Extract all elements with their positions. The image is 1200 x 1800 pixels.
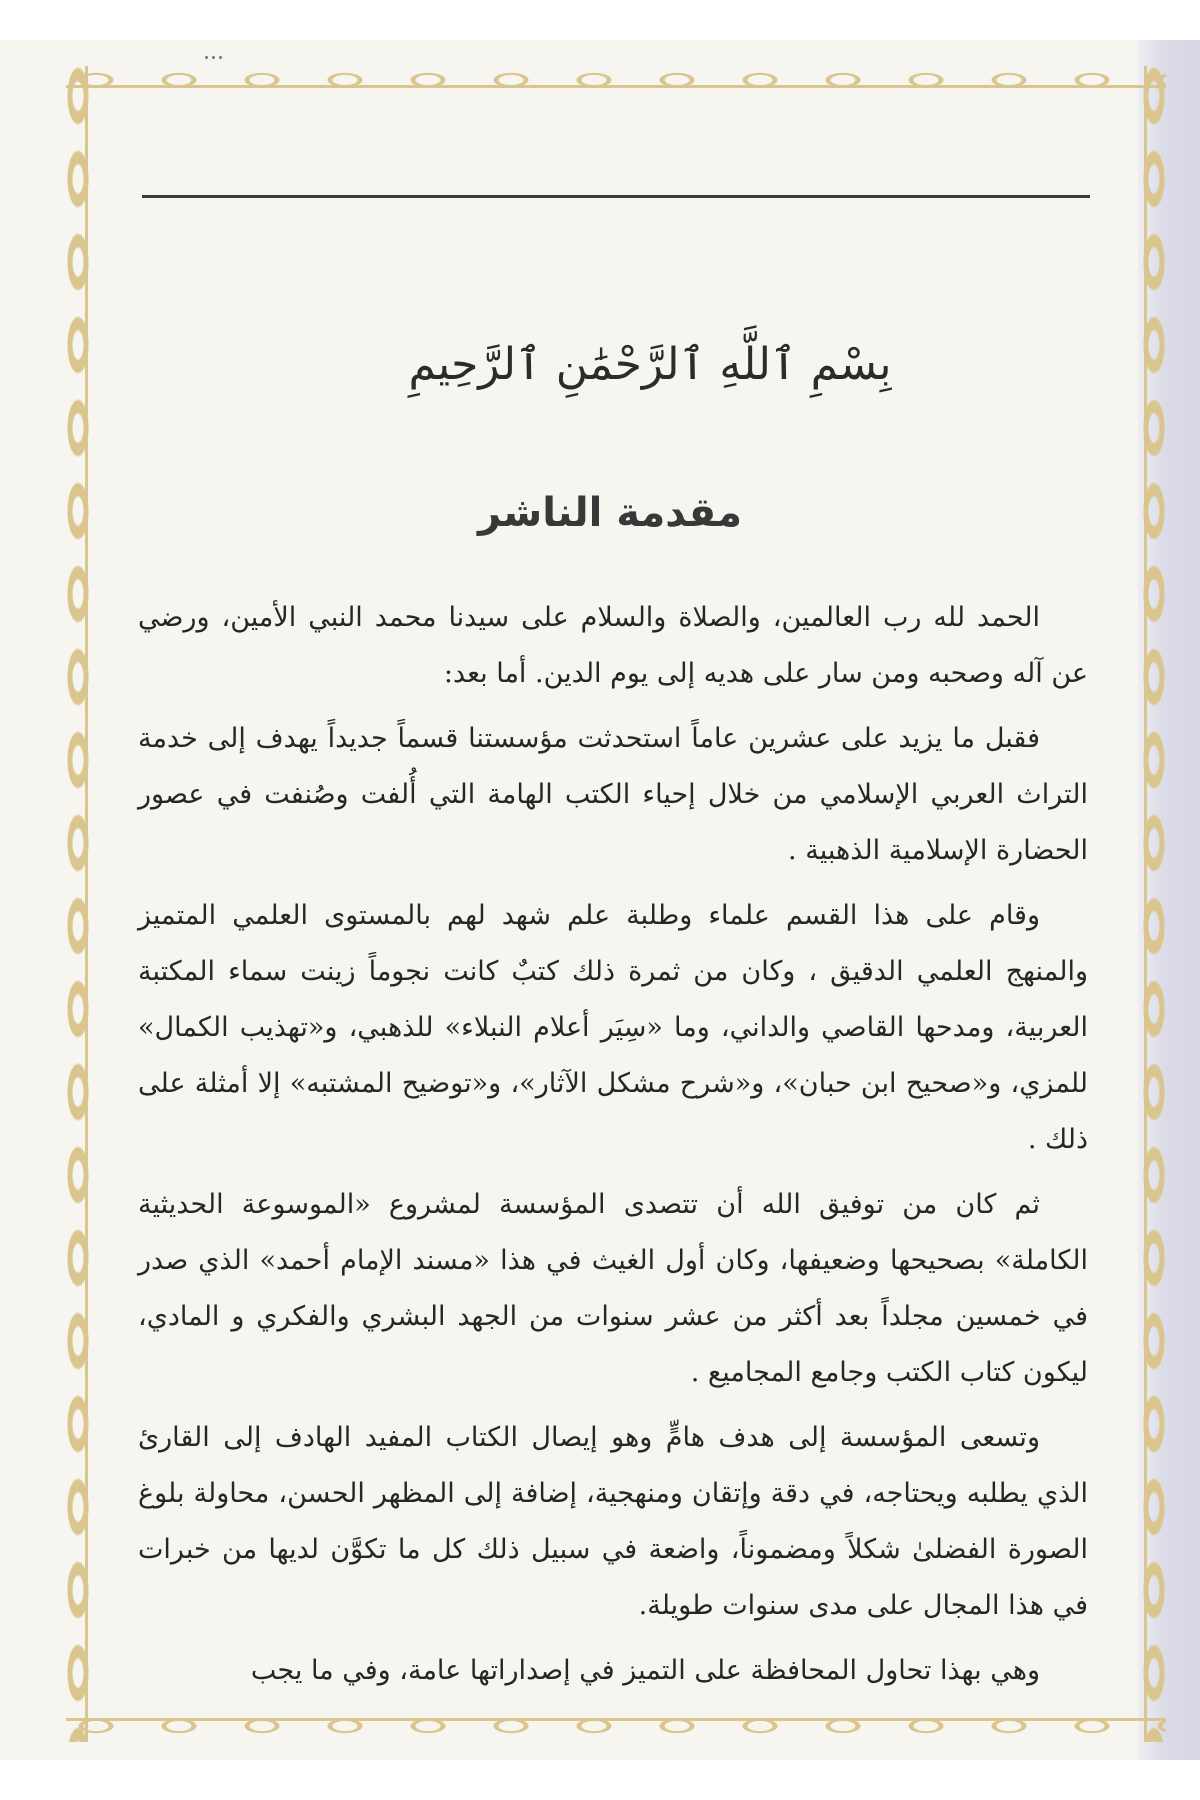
ornamental-border-top bbox=[66, 64, 1166, 90]
ornamental-border-right bbox=[1142, 66, 1166, 1742]
paragraph: فقبل ما يزيد على عشرين عاماً استحدثت مؤسستنا قسماً جديداً يهدف إلى خدمة التراث العربي الإسلامي من خلال إحياء الكتب الهامة التي أُلفت وصُنفت في عصور الحضارة الإسلامية الذهبية . bbox=[138, 723, 1088, 866]
scan-specks bbox=[205, 44, 235, 50]
header-rule bbox=[142, 195, 1090, 198]
paragraph: وهي بهذا تحاول المحافظة على التميز في إصداراتها عامة، وفي ما يجب bbox=[250, 1655, 1040, 1686]
ornamental-border-bottom bbox=[66, 1716, 1166, 1742]
paragraph: وتسعى المؤسسة إلى هدف هامٍّ وهو إيصال الكتاب المفيد الهادف إلى القارئ الذي يطلبه ويحتاجه، في دقة وإتقان ومنهجية، إضافة إلى المظهر الحسن، محاولة بلوغ الصورة الفضلىٰ شكلاً ومضموناً، واضعة في سبيل ذلك كل ما تكوَّن لديها من خبرات في هذا المجال على مدى سنوات طويلة. bbox=[138, 1422, 1088, 1621]
paragraph: ثم كان من توفيق الله أن تتصدى المؤسسة لمشروع «الموسوعة الحديثية الكاملة» بصحيحها وضعيفها، وكان أول الغيث في هذا «مسند الإمام أحمد» الذي صدر في خمسين مجلداً بعد أكثر من عشر سنوات من الجهد البشري والفكري و المادي، ليكون كتاب الكتب وجامع المجاميع . bbox=[138, 1189, 1088, 1388]
body-text bbox=[138, 590, 1088, 1708]
ornamental-border-left bbox=[66, 66, 90, 1742]
page-title: مقدمة الناشر bbox=[478, 490, 742, 536]
paragraph: وقام على هذا القسم علماء وطلبة علم شهد لهم بالمستوى العلمي المتميز والمنهج العلمي الدقيق ، وكان من ثمرة ذلك كتبٌ كانت نجوماً زينت سماء المكتبة العربية، ومدحها القاصي والداني، وما «سِيَر أعلام النبلاء» للذهبي، و«تهذيب الكمال» للمزي، و«صحيح ابن حبان»، و«شرح مشكل الآثار»، و«توضيح المشتبه» إلا أمثلة على ذلك . bbox=[138, 900, 1088, 1155]
basmala: بِسْمِ ٱللَّهِ ٱلرَّحْمَٰنِ ٱلرَّحِيمِ bbox=[408, 339, 892, 390]
paragraph: الحمد لله رب العالمين، والصلاة والسلام على سيدنا محمد النبي الأمين، ورضي عن آله وصحبه ومن سار على هديه إلى يوم الدين. أما بعد: bbox=[138, 602, 1088, 689]
